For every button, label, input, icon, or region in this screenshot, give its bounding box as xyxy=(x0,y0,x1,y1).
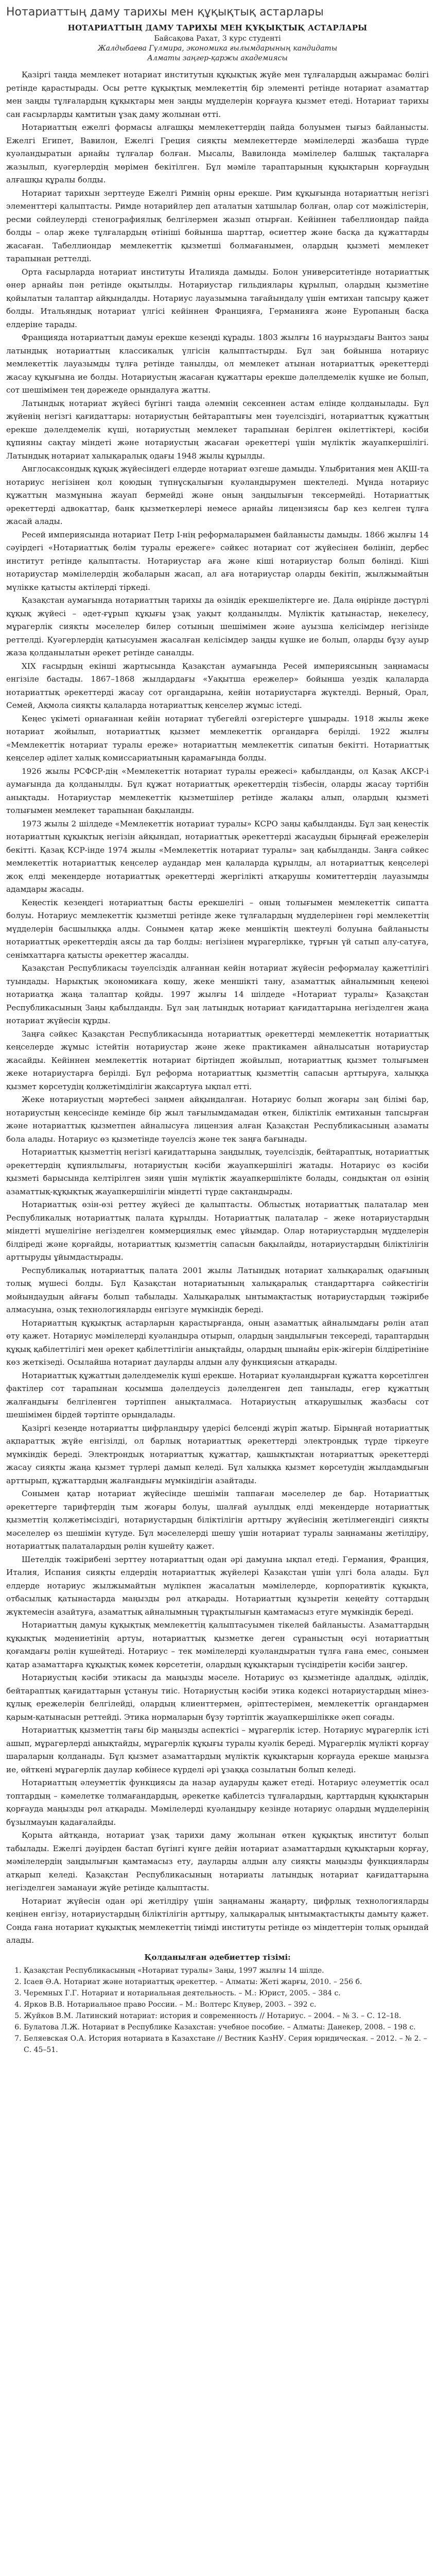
page-title: Нотариаттың даму тарихы мен құқықтық астарлары xyxy=(6,6,324,19)
reference-item: 7. Беляевская О.А. История нотариата в Казахстане // Вестник КазНУ. Серия юридическая. – 2012. – № 2. – С. 45–51. xyxy=(24,2033,429,2056)
body-paragraph: Заңға сәйкес Қазақстан Республикасында нотариаттық әрекеттерді мемлекеттік нотариаттық кеңселерде жұмыс істейтін нотариустар және жеке практикамен айналысатын нотариустар жасайды. Кейіннен мемлекеттік нотариат біртіндеп жойылып, нотариаттық қызмет толығымен жеке нотариустарға берілді. Бұл реформа нотариаттық қызметтің сапасын арттыруға, халыққа қызмет көрсетудің қолжетімділігін жақсартуға ықпал етті. xyxy=(6,1029,429,1091)
body-paragraph: Нотариаттық құжаттың дәлелдемелік күші ерекше. Нотариат куәландырған құжатта көрсетілген фактілер сот тарапынан қосымша дәлелдеусіз дәлелденген деп танылады, егер құжаттың жалғандығы белгіленген тәртіппен анықталмаса. Нотариустың атқарушылық жазбасы сот шешімімен бірдей тәртіпте орындалады. xyxy=(6,1370,429,1419)
body-paragraph: Орта ғасырларда нотариат институты Италияда дамыды. Болон университетінде нотариаттық өнер арнайы пән ретінде оқытылды. Нотариустар гильдиялары құрылып, олардың қызметіне қойылатын талаптар айқындалды. Нотариус лауазымына тағайындалу үшін емтихан тапсыру қажет болды. Итальяндық нотариат үлгісі кейіннен Францияға, Германияға және Еуропаның басқа елдеріне тарады. xyxy=(6,267,429,329)
body-paragraph: Кеңес үкіметі орнағаннан кейін нотариат түбегейлі өзгерістерге ұшырады. 1918 жылы жеке нотариат жойылып, нотариаттық қызмет мемлекеттік органдарға берілді. 1922 жылғы «Мемлекеттік нотариат туралы ереже» нотариаттың мемлекеттік сипатын бекітті. Нотариаттық кеңселер әділет халық комиссариатының қарамағында болды. xyxy=(6,714,429,762)
body-paragraph: Сонымен қатар нотариат жүйесінде шешімін таппаған мәселелер де бар. Нотариаттық әрекеттерге тарифтердің тым жоғары болуы, шалғай ауылдық елді мекендерде нотариаттық қызметтің қолжетімсіздігі, нотариустардың біліктілігін арттыру жүйесінің жетілмегендігі сияқты мәселелер өз шешімін күтуде. Бұл мәселелерді шешу үшін нотариат туралы заңнаманы жетілдіру, нотариаттық палаталардың рөлін күшейту қажет. xyxy=(6,1489,429,1551)
body-paragraph: Нотариаттық қызметтің тағы бір маңызды аспектісі – мұрагерлік істер. Нотариус мұрагерлік істі ашып, мұрагерлерді анықтайды, мұрагерлік құқығы туралы куәлік береді. Мұрагерлік мүлікті қорғау шараларын қолданады. Бұл қызмет азаматтардың мүліктік құқықтарын қорғауда ерекше маңызға ие, өйткені мұрагерлік даулар көбінесе күрделі әрі ұзаққа созылатын болып келеді. xyxy=(6,1725,429,1774)
body-paragraph: Нотариаттың дамуы құқықтық мемлекеттің қалыптасуымен тікелей байланысты. Азаматтардың құқықтық мәдениетінің артуы, нотариаттық қызметке деген сұраныстың өсуі нотариаттың қоғамдағы рөлін күшейтеді. Нотариус – тек мәмілелерді куәландыратын тұлға ғана емес, сонымен қатар азаматтарға құқықтық көмек көрсететін, олардың құқықтарын түсіндіретін кәсіби заңгер. xyxy=(6,1620,429,1669)
body-paragraph: Францияда нотариаттың дамуы ерекше кезеңді құрады. 1803 жылғы 16 наурыздағы Вантоз заңы латындық нотариаттың классикалық үлгісін қалыптастырды. Бұл заң бойынша нотариус мемлекеттік лауазымды тұлға ретінде танылды, ол мемлекет атынан нотариаттық әрекеттерді жасау құқығына ие болды. Нотариустың жасаған құжаттары ерекше дәлелдемелік күшке ие болып, сот шешімімен тең дәрежеде орындалуға жатты. xyxy=(6,333,429,395)
body-paragraph: Нотариаттың ежелгі формасы алғашқы мемлекеттердің пайда болуымен тығыз байланысты. Ежелгі Египет, Вавилон, Ежелгі Греция сияқты мемлекеттерде мәмілелерді жазбаша түрде куәландыратын арнайы тұлғалар болған. Мысалы, Вавилонда мәмілелер балшық тақталарға жазылып, куәгерлердің мөрімен бекітілген. Бұл мәміле тараптарының құқықтарын қорғаудың алғашқы құралы болды. xyxy=(6,123,429,184)
reference-item: 6. Булатова Л.Ж. Нотариат в Республике Казахстан: учебное пособие. – Алматы: Данекер, 2008. – 198 с. xyxy=(24,2022,429,2033)
body-paragraph: 1926 жылы РСФСР-дің «Мемлекеттік нотариат туралы ережесі» қабылданды, ол Қазақ АКСР-і аумағында да қолданылды. Бұл құжат нотариаттық әрекеттердің тізбесін, оларды жасау тәртібін анықтады. Нотариустар мемлекеттік қызметшілер ретінде жалақы алып, олардың қызметі толығымен мемлекет тарапынан бақыланды. xyxy=(6,766,429,815)
article-title: НОТАРИАТТЫҢ ДАМУ ТАРИХЫ МЕН ҚҰҚЫҚТЫҚ АСТАРЛАРЫ xyxy=(67,23,368,32)
body-paragraph: Ресей империясында нотариат Петр I-нің реформаларымен байланысты дамыды. 1866 жылғы 14 сәуірдегі «Нотариаттық бөлім туралы ережеге» сәйкес нотариат сот жүйесінен бөлініп, дербес институт ретінде қалыптасты. Нотариустар аға және кіші нотариустар болып бөлінді. Кіші нотариустар мәмілелердің жобаларын жасап, ал аға нотариустар оларды бекітіп, жылжымайтын мүлікке қатысты актілерді тіркеді. xyxy=(6,530,429,592)
body-paragraph: XIX ғасырдың екінші жартысында Қазақстан аумағында Ресей империясының заңнамасы енгізіле бастады. 1867–1868 жылдардағы «Уақытша ережелер» бойынша уездік қалаларда нотариаттық әрекеттерді жасау сот органдарына, кейін нотариустарға жүктелді. Верный, Орал, Семей, Ақмола сияқты қалаларда нотариаттық кеңселер жұмыс істеді. xyxy=(6,661,429,710)
reference-item: 2. Ісаев Ә.А. Нотариат және нотариаттық әрекеттер. – Алматы: Жеті жарғы, 2010. – 256 б. xyxy=(24,1976,429,1988)
body-paragraph: Шетелдік тәжірибені зерттеу нотариаттың одан әрі дамуына ықпал етеді. Германия, Франция, Италия, Испания сияқты елдердің нотариаттық жүйелері Қазақстан үшін үлгі бола алады. Бұл елдерде нотариус жылжымайтын мүлікпен жасалатын мәмілелерде, корпоративтік құқықта, отбасылық қатынастарда маңызды рөл атқарады. Нотариаттың құзыретін кеңейту соттардың жүктемесін азайтуға, азаматтық айналымның тұрақтылығын қамтамасыз етуге мүмкіндік береді. xyxy=(6,1554,429,1617)
body-paragraph: Жеке нотариустың мәртебесі заңмен айқындалған. Нотариус болып жоғары заң білімі бар, нотариустың кеңсесінде кемінде бір жыл тағылымдамадан өткен, біліктілік емтиханын тапсырған және нотариаттық қызметпен айналысуға лицензия алған Қазақстан Республикасының азаматы бола алады. Нотариус өз қызметінде тәуелсіз және тек заңға бағынады. xyxy=(6,1095,429,1144)
reference-item: 1. Қазақстан Республикасының «Нотариат туралы» Заңы, 1997 жылғы 14 шілде. xyxy=(24,1965,429,1976)
body-paragraph: Латындық нотариат жүйесі бүгінгі таңда әлемнің сексеннен астам елінде қолданылады. Бұл жүйенің негізгі қағидаттары: нотариустың бейтараптығы мен тәуелсіздігі, нотариаттық құжаттың ерекше дәлелдемелік күші, нотариустың мемлекет тарапынан берілген өкілеттіктері, кәсіби құпияны сақтау міндеті және нотариустың жасаған әрекеттері үшін мүліктік жауапкершілігі. Латындық нотариат халықаралық одағы 1948 жылы құрылды. xyxy=(6,398,429,461)
body-paragraph: Нотариаттың құқықтық астарларын қарастырғанда, оның азаматтық айналымдағы рөлін атап өту қажет. Нотариус мәмілелерді куәландыра отырып, олардың заңдылығын тексереді, тараптардың құқық қабілеттілігі мен әрекет қабілеттілігін анықтайды, олардың шынайы ерік-жігерін білдіретініне көз жеткізеді. Осылайша нотариат дауларды алдын алу функциясын атқарады. xyxy=(6,1318,429,1367)
article-body xyxy=(6,69,429,1947)
body-paragraph: Қазақстан Республикасы тәуелсіздік алғаннан кейін нотариат жүйесін реформалау қажеттілігі туындады. Нарықтық экономикаға көшу, жеке меншікті тану, азаматтық айналымның кеңеюі нотариатқа жаңа талаптар қойды. 1997 жылғы 14 шілдеде «Нотариат туралы» Қазақстан Республикасының Заңы қабылданды. Бұл заң латындық нотариат қағидаттарына негізделген жаңа нотариат жүйесін құрды. xyxy=(6,963,429,1025)
body-paragraph: Англосаксондық құқық жүйесіндегі елдерде нотариат өзгеше дамыды. Ұлыбритания мен АҚШ-та нотариус негізінен қол қоюдың түпнұсқалығын куәландырумен шектеледі. Мұнда нотариус құжаттың мазмұнына жауап бермейді және оның заңдылығын тексермейді. Нотариаттық әрекеттерді адвокаттар, банк қызметкерлері немесе арнайы лицензиясы бар кез келген тұлға жасай алады. xyxy=(6,464,429,526)
body-paragraph: Нотариат жүйесін одан әрі жетілдіру үшін заңнаманы жаңарту, цифрлық технологияларды кеңінен енгізу, нотариустардың біліктілігін арттыру, халықаралық ынтымақтастықты дамыту қажет. Сонда ғана нотариат құқықтық мемлекеттің тиімді институты ретінде өз міндеттерін толық орындай алады. xyxy=(6,1896,429,1945)
body-paragraph: Нотариустың кәсіби этикасы да маңызды мәселе. Нотариус өз қызметінде адалдық, әділдік, бейтараптық қағидаттарын ұстануы тиіс. Нотариустың кәсіби этика кодексі нотариустардың мінез-құлық ережелерін белгілейді, олардың клиенттермен, әріптестерімен, мемлекеттік органдармен қарым-қатынасын реттейді. Этика нормаларын бұзу тәртіптік жауапкершілікке әкеп соғады. xyxy=(6,1673,429,1722)
references-heading: Қолданылған әдебиеттер тізімі: xyxy=(144,1952,291,1962)
references-list xyxy=(6,1965,429,2056)
body-paragraph: Нотариат тарихын зерттеуде Ежелгі Римнің орны ерекше. Рим құқығында нотариаттың негізгі элементтері қалыптасты. Римде нотарийлер деп аталатын хатшылар болған, олар сот мәжілістерін, ресми сөйлеулерді стенографиялық белгілермен жазып отырған. Кейіннен табеллиондар пайда болды – олар жеке тұлғалардың өтініші бойынша шарттар, өсиеттер және басқа да құжаттарды жасаған. Табеллиондар мемлекеттік қызметші болмағанымен, олардың қызметі мемлекет тарапынан реттелді. xyxy=(6,188,429,263)
body-paragraph: 1973 жылы 2 шілдеде «Мемлекеттік нотариат туралы» КСРО заңы қабылданды. Бұл заң кеңестік нотариаттың құқықтық негізін айқындап, нотариаттық әрекеттерді жасаудың бірыңғай ережелерін бекітті. Қазақ КСР-інде 1974 жылы «Мемлекеттік нотариат туралы» заң қабылданды. Заңға сәйкес мемлекеттік нотариаттық кеңселер аудандар мен қалаларда құрылды, ал нотариаттық кеңселері жоқ елді мекендерде нотариаттық әрекеттерді жергілікті атқарушы комитеттердің лауазымды адамдары жасады. xyxy=(6,819,429,894)
institution-line: Алматы заңгер-қаржы академиясы xyxy=(147,54,288,62)
affiliation-line: Жалдыбаева Гүлмира, экономика ғылымдарының кандидаты xyxy=(97,44,338,53)
body-paragraph: Қазақстан аумағында нотариаттың тарихы да өзіндік ерекшеліктерге ие. Дала өңірінде дәстүрлі құқық жүйесі – әдет-ғұрып құқығы ұзақ уақыт қолданылды. Мүліктік қатынастар, некелесу, мұрагерлік сияқты мәселелер билер сотының шешімімен және ауызша келісімдер негізінде реттелді. Куәгерлердің қатысуымен жасалған келісімдер заңды күшке ие болып, оларды бұзу ауыр жаза қолданылатын әрекет ретінде саналды. xyxy=(6,596,429,657)
body-paragraph: Қорыта айтқанда, нотариат ұзақ тарихи даму жолынан өткен құқықтық институт болып табылады. Ежелгі дәуірден бастап бүгінгі күнге дейін нотариат азаматтардың құқықтарын қорғау, мәмілелердің заңдылығын қамтамасыз ету, дауларды алдын алу сияқты маңызды функцияларды атқарып келеді. Қазақстан Республикасының нотариаты латындық нотариат қағидаттарына негізделген заманауи жүйе ретінде қалыптасты. xyxy=(6,1831,429,1892)
body-paragraph: Нотариаттық өзін-өзі реттеу жүйесі де қалыптасты. Облыстық нотариаттық палаталар мен Республикалық нотариаттық палата құрылды. Нотариаттық палаталар – жеке нотариустардың міндетті мүшелігіне негізделген коммерциялық емес ұйымдар. Олар нотариустардың мүдделерін білдіреді және қорғайды, нотариаттық қызметтің сапасын бақылайды, нотариустардың біліктілігін арттыруды ұйымдастырады. xyxy=(6,1200,429,1262)
author-line: Байсақова Рахат, 3 курс студенті xyxy=(154,35,281,43)
body-paragraph: Кеңестік кезеңдегі нотариаттың басты ерекшелігі – оның толығымен мемлекеттік сипатта болуы. Нотариус мемлекеттік қызметші ретінде жеке тұлғалардың мүдделерінен гөрі мемлекеттің мүдделерін басшылыққа алды. Сонымен қатар жеке меншіктің шектеулі болуына байланысты нотариаттық әрекеттердің аясы да тар болды: негізінен мұрагерлікке, тұрғын үй сатып алу-сатуға, сенімхаттарға қатысты әрекеттер жасалды. xyxy=(6,897,429,960)
reference-item: 3. Черемных Г.Г. Нотариат и нотариальная деятельность. – М.: Юрист, 2005. – 384 с. xyxy=(24,1988,429,1999)
reference-item: 4. Ярков В.В. Нотариальное право России. – М.: Волтерс Клувер, 2003. – 392 с. xyxy=(24,1999,429,2010)
body-paragraph: Нотариаттың әлеуметтік функциясы да назар аударуды қажет етеді. Нотариус әлеуметтік осал топтардың – кәмелетке толмағандардың, әрекетке қабілетсіз тұлғалардың, қарттардың құқықтарын қорғауда маңызды рөл атқарады. Мәмілелерді куәландыру кезінде нотариус олардың мүдделерінің бұзылмауын қадағалайды. xyxy=(6,1778,429,1827)
body-paragraph: Қазіргі кезеңде нотариатты цифрландыру үдерісі белсенді жүріп жатыр. Бірыңғай нотариаттық ақпараттық жүйе енгізілді, ол барлық нотариаттық әрекеттерді электрондық түрде тіркеуге мүмкіндік береді. Электрондық нотариаттық құжаттар, қашықтықтан нотариаттық әрекеттерді жасау сияқты жаңа қызмет түрлері дамып келеді. Бұл халыққа қызмет көрсетудің жылдамдығын арттырып, құжаттардың жалғандығы мүмкіндігін азайтады. xyxy=(6,1423,429,1485)
body-paragraph: Нотариаттық қызметтің негізгі қағидаттарына заңдылық, тәуелсіздік, бейтараптық, нотариаттық әрекеттердің құпиялылығы, нотариустың кәсіби жауапкершілігі жатады. Нотариус өз кәсіби қызметі барысында келтірілген зиян үшін мүліктік жауапкершілікте болады, сондықтан ол өзінің азаматтық-құқықтық жауапкершілігін міндетті түрде сақтандырады. xyxy=(6,1147,429,1196)
body-paragraph: Республикалық нотариаттық палата 2001 жылы Латындық нотариат халықаралық одағының толық мүшесі болды. Бұл Қазақстан нотариатының халықаралық стандарттарға сәйкестігін мойындаудың айғағы болып табылады. Халықаралық ынтымақтастық нотариустардың тәжірибе алмасуына, озық технологияларды енгізуге мүмкіндік береді. xyxy=(6,1265,429,1314)
reference-item: 5. Жуйков В.М. Латинский нотариат: история и современность // Нотариус. – 2004. – № 3. – С. 12–18. xyxy=(24,2010,429,2022)
body-paragraph: Қазіргі таңда мемлекет нотариат институтын құқықтық жүйе мен тұлғалардың ажырамас бөлігі ретінде қарастырады. Осы ретте құқықтық мемлекеттің бір элементі ретінде нотариат азаматтар мен заңды тұлғалардың құқықтары мен заңды мүдделерін қорғауға қызмет етеді. Нотариат тарихы сан ғасырларды қамтитын ұзақ даму жолынан өтті. xyxy=(6,70,429,119)
